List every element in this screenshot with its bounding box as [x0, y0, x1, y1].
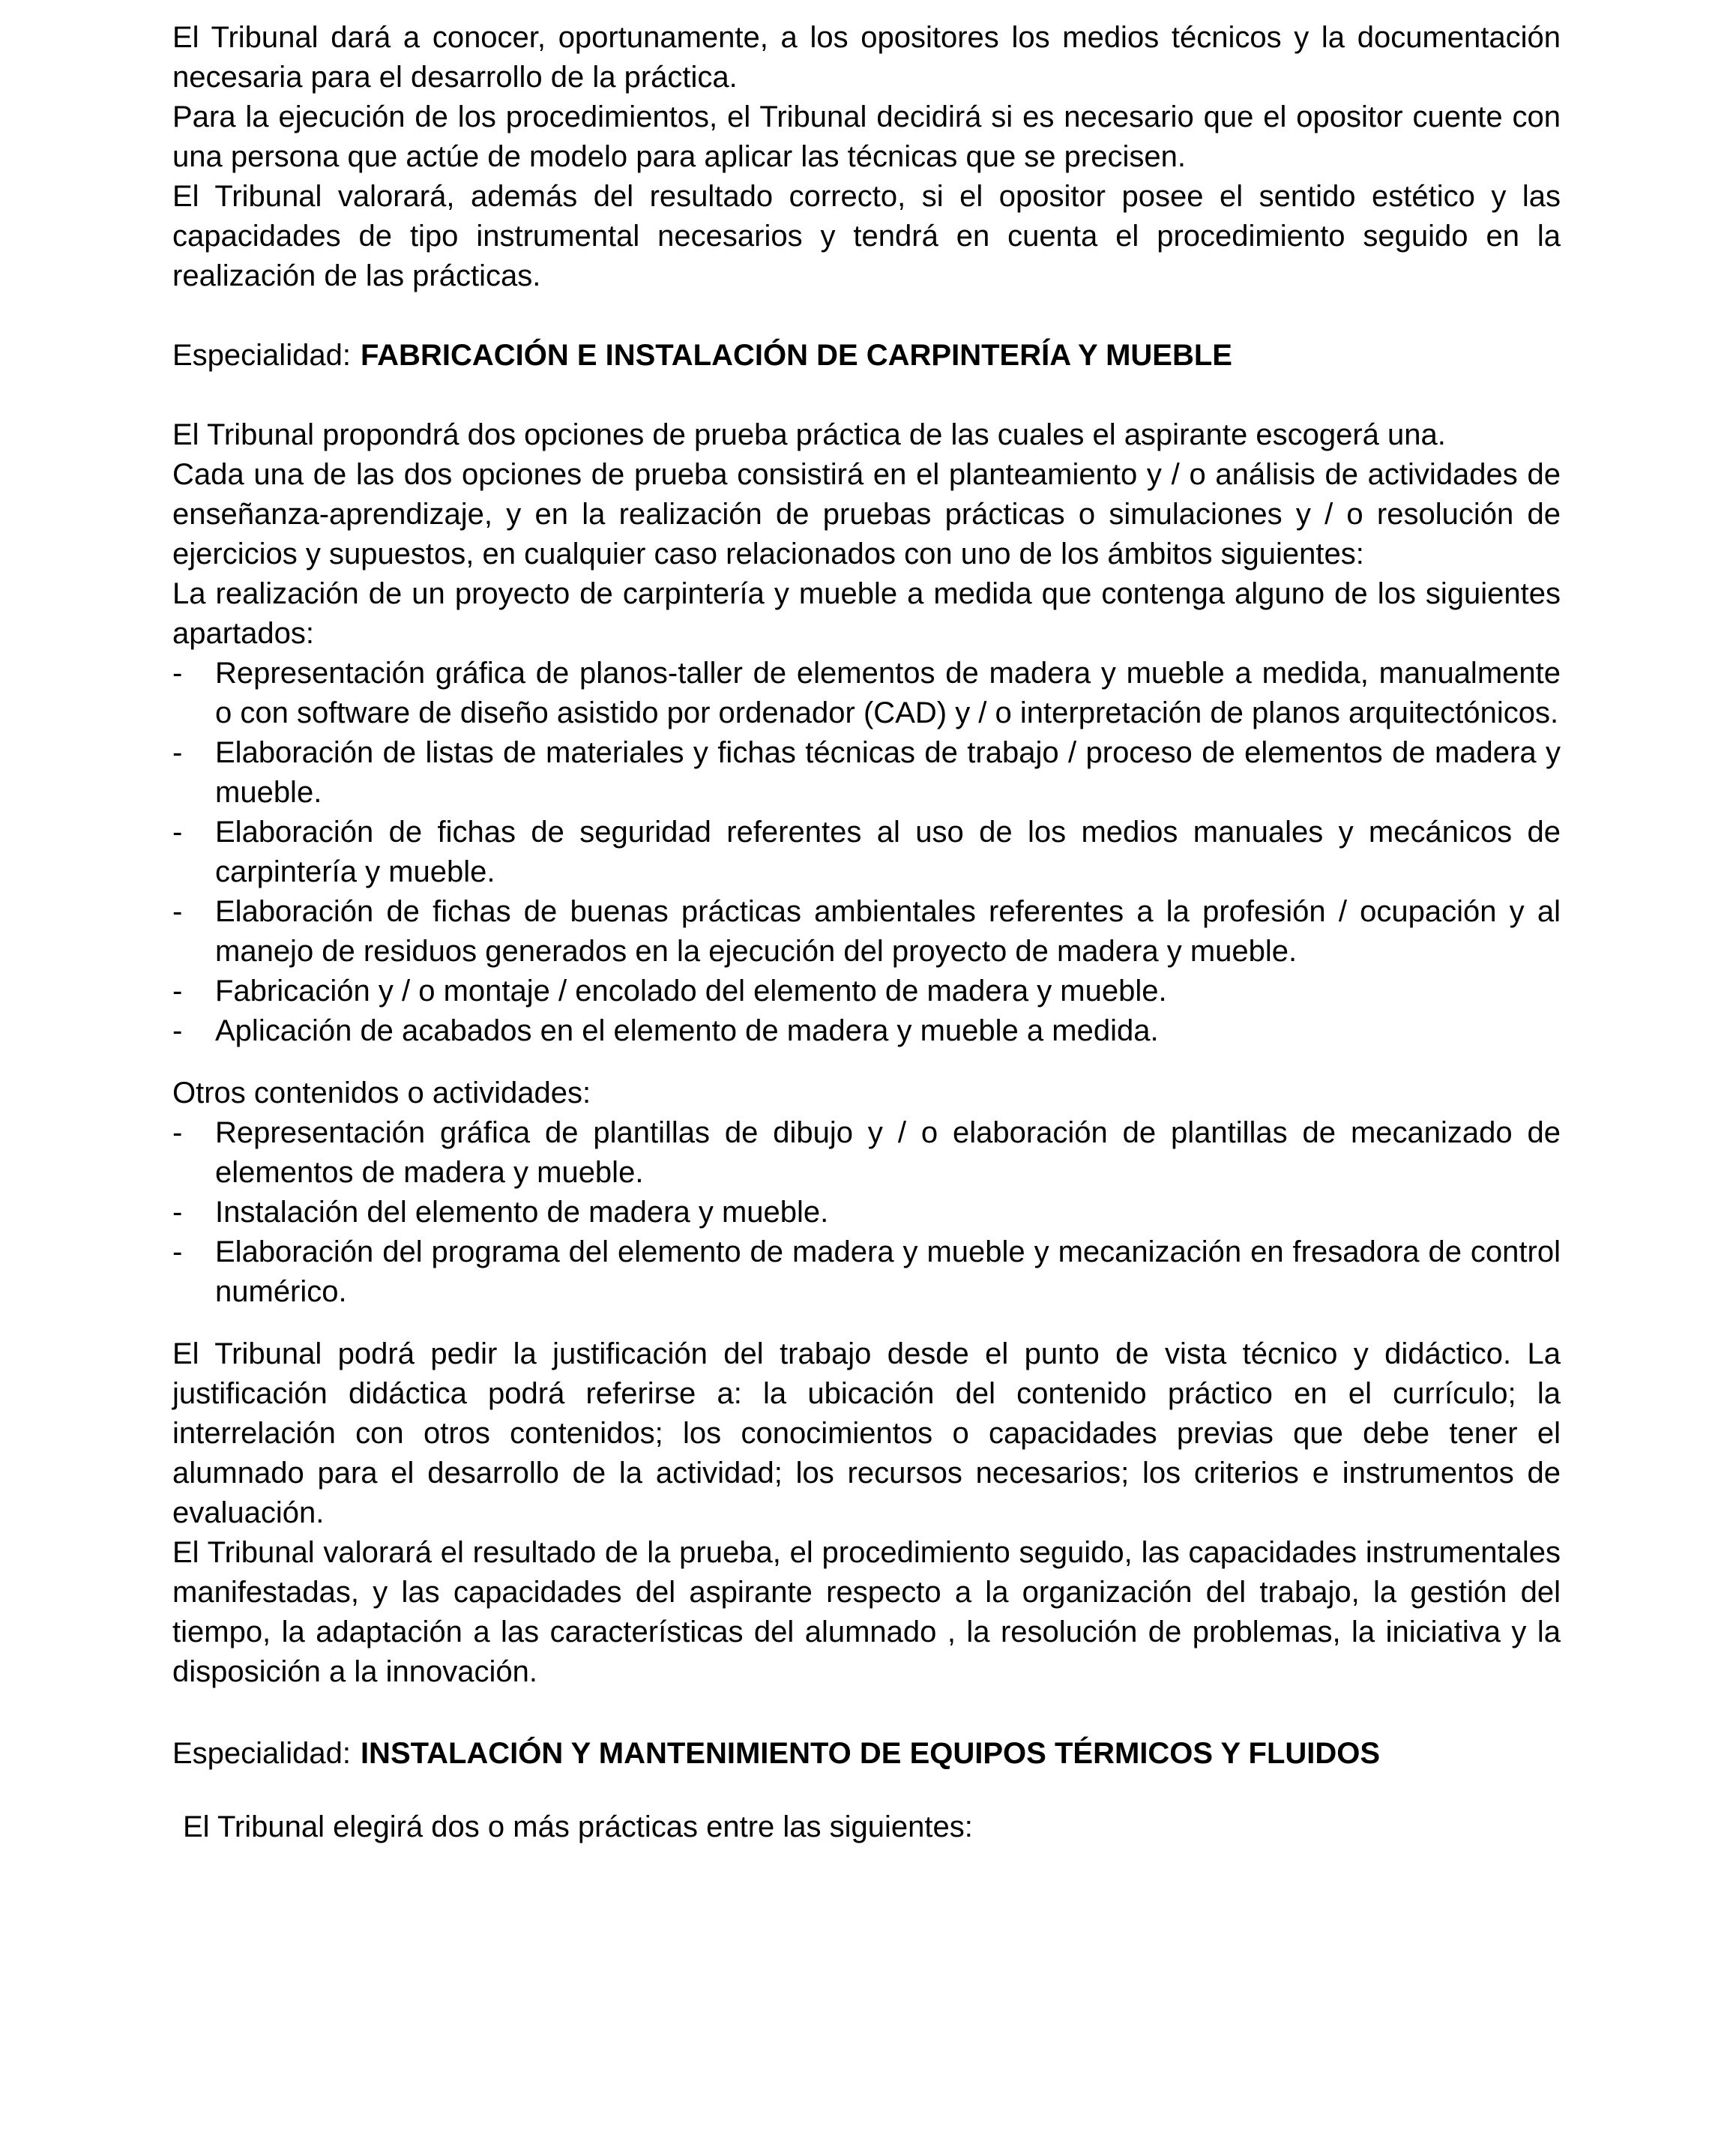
specialty-label: Especialidad:: [172, 339, 351, 372]
bullet-item: [172, 813, 1561, 892]
bullet-text: Aplicación de acabados en el elemento de madera y mueble a medida.: [215, 1014, 1159, 1047]
body-paragraph-project: La realización de un proyecto de carpintería y mueble a medida que contenga alguno de los siguientes apartados:: [172, 577, 1561, 650]
bullet-marker: -: [172, 1235, 183, 1268]
bullet-text: Fabricación y / o montaje / encolado del elemento de madera y mueble.: [215, 975, 1167, 1008]
specialty-heading-carpinteria: [172, 336, 1561, 376]
bullet-item: [172, 733, 1561, 813]
bullet-text: Elaboración de fichas de seguridad referentes al uso de los medios manuales y mecánicos de carpintería y mueble.: [215, 816, 1561, 888]
valuation-paragraph: El Tribunal valorará el resultado de la prueba, el procedimiento seguido, las capacidades instrumentales manifestadas, y las capacidades del aspirante respecto a la organización del trabajo, la gestión del tiempo, la adaptación a las características del alumnado , la resolución de problemas, la iniciativa y la disposición a la innovación.: [172, 1536, 1561, 1688]
bullet-item: [172, 892, 1561, 972]
bullet-marker: -: [172, 1196, 183, 1229]
bullet-item: [172, 1011, 1561, 1051]
body-paragraph-structure: Cada una de las dos opciones de prueba consistirá en el planteamiento y / o análisis de actividades de enseñanza-aprendizaje, y en la realización de pruebas prácticas o simulaciones y / o resolución de ejercicios y supuestos, en cualquier caso relacionados con uno de los ámbitos siguientes:: [172, 458, 1561, 570]
spacer: [172, 1312, 1561, 1334]
bullet-marker: -: [172, 1116, 183, 1149]
bullet-text: Elaboración de listas de materiales y fichas técnicas de trabajo / proceso de elementos de madera y mueble.: [215, 736, 1561, 809]
spacer: [172, 1774, 1561, 1807]
spacer: [172, 1051, 1561, 1074]
bullet-text: Representación gráfica de planos-taller de elementos de madera y mueble a medida, manualmente o con software de diseño asistido por ordenador (CAD) y / o interpretación de planos arquitectónicos.: [215, 657, 1561, 729]
others-bullet-list: [172, 1113, 1561, 1312]
bullet-marker: -: [172, 816, 183, 849]
bullet-item: [172, 1193, 1561, 1232]
spacer: [172, 1692, 1561, 1734]
bullet-marker: -: [172, 1014, 183, 1047]
justification-paragraph: El Tribunal podrá pedir la justificación del trabajo desde el punto de vista técnico y didáctico. La justificación didáctica podrá referirse a: la ubicación del contenido práctico en el currículo; la interrelación con otros contenidos; los conocimientos o capacidades previas que debe tener el alumnado para el desarrollo de la actividad; los recursos necesarios; los criterios e instrumentos de evaluación.: [172, 1337, 1561, 1529]
bullet-marker: -: [172, 657, 183, 690]
specialty-title: INSTALACIÓN Y MANTENIMIENTO DE EQUIPOS TÉRMICOS Y FLUIDOS: [360, 1737, 1381, 1770]
closing-line: El Tribunal elegirá dos o más prácticas entre las siguientes:: [183, 1810, 973, 1843]
intro-paragraph-1: El Tribunal dará a conocer, oportunamente, a los opositores los medios técnicos y la documentación necesaria para el desarrollo de la práctica.: [172, 21, 1561, 94]
intro-paragraph-2: Para la ejecución de los procedimientos, el Tribunal decidirá si es necesario que el opositor cuente con una persona que actúe de modelo para aplicar las técnicas que se precisen.: [172, 100, 1561, 173]
bullet-item: [172, 972, 1561, 1011]
bullet-marker: -: [172, 736, 183, 769]
project-bullet-list: [172, 654, 1561, 1051]
intro-paragraph-3: El Tribunal valorará, además del resultado correcto, si el opositor posee el sentido estético y las capacidades de tipo instrumental necesarios y tendrá en cuenta el procedimiento seguido en la realización de las prácticas.: [172, 180, 1561, 292]
bullet-item: [172, 654, 1561, 733]
bullet-text: Elaboración del programa del elemento de madera y mueble y mecanización en fresadora de control numérico.: [215, 1235, 1561, 1308]
specialty-label: Especialidad:: [172, 1737, 351, 1770]
body-paragraph-options: El Tribunal propondrá dos opciones de prueba práctica de las cuales el aspirante escogerá una.: [172, 418, 1446, 451]
bullet-marker: -: [172, 975, 183, 1008]
spacer: [172, 376, 1561, 415]
bullet-text: Representación gráfica de plantillas de dibujo y / o elaboración de plantillas de mecanizado de elementos de madera y mueble.: [215, 1116, 1561, 1189]
bullet-text: Instalación del elemento de madera y mueble.: [215, 1196, 829, 1229]
spacer: [172, 296, 1561, 336]
specialty-title: FABRICACIÓN E INSTALACIÓN DE CARPINTERÍA Y MUEBLE: [360, 339, 1232, 372]
bullet-text: Elaboración de fichas de buenas prácticas ambientales referentes a la profesión / ocupación y al manejo de residuos generados en la ejecución del proyecto de madera y mueble.: [215, 895, 1561, 968]
bullet-item: [172, 1113, 1561, 1193]
specialty-heading-equipos-termicos: [172, 1734, 1561, 1774]
bullet-item: [172, 1232, 1561, 1312]
others-heading: Otros contenidos o actividades:: [172, 1076, 591, 1109]
bullet-marker: -: [172, 895, 183, 928]
